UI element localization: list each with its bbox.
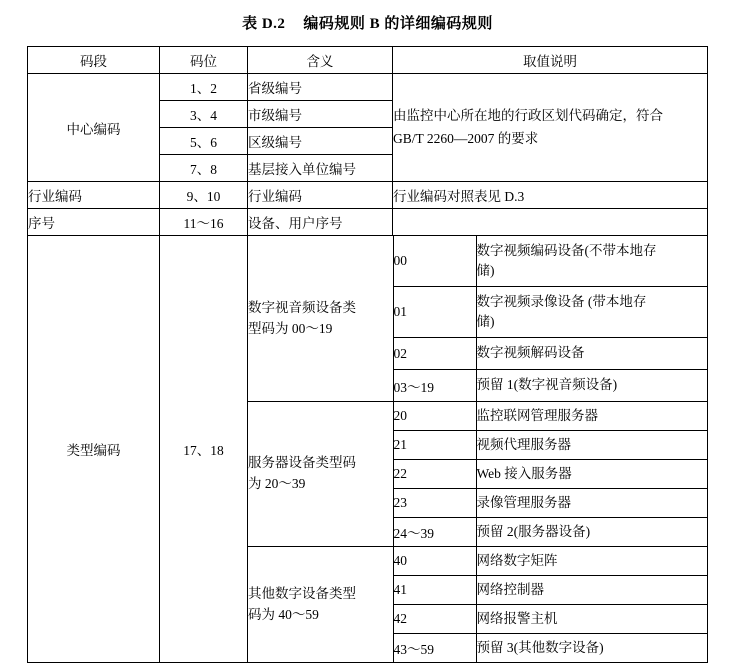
group-meaning-line-1: 数字视音频设备类 [248,299,356,315]
cell-description-industry-code: 行业编码对照表见 D.3 [393,182,708,209]
cell-text-42: 网络报警主机 [476,605,707,634]
cell-description-serial [393,209,708,236]
cell-meaning-grassroots: 基层接入单位编号 [248,155,393,182]
cell-code-23: 23 [393,489,476,518]
header-meaning: 含义 [248,47,393,74]
group-meaning-line-1: 服务器设备类型码 [248,455,356,471]
cell-meaning-city: 市级编号 [248,101,393,128]
cell-text-23: 录像管理服务器 [476,489,707,518]
cell-code-43-59: 43～59 [393,634,476,663]
description-line-1: 由监控中心所在地的行政区划代码确定，符合 [393,108,663,124]
text-line-2: 储) [476,314,495,329]
cell-position-grassroots: 7、8 [160,155,248,182]
cell-text-21: 视频代理服务器 [476,431,707,460]
type-code-detail-table [248,236,707,662]
group-meaning-line-2: 为 20～39 [248,476,306,491]
table-row [248,236,707,287]
table-caption-number: 表 D.2 [242,16,286,32]
table-row [28,236,708,663]
cell-group-meaning-other-device [248,547,393,663]
text-line-1: 数字视频编码设备(不带本地存 [476,242,657,258]
cell-text-22: Web 接入服务器 [476,460,707,489]
cell-code-42: 42 [393,605,476,634]
cell-code-21: 21 [393,431,476,460]
cell-meaning-province: 省级编号 [248,74,393,101]
cell-text-01 [476,287,707,338]
table-row [28,209,708,236]
cell-segment-serial: 序号 [28,209,160,236]
cell-code-20: 20 [393,402,476,431]
cell-code-24-39: 24～39 [393,518,476,547]
cell-text-43-59: 预留 3(其他数字设备) [476,634,707,663]
cell-position-city: 3、4 [160,101,248,128]
table-row [28,182,708,209]
cell-text-24-39: 预留 2(服务器设备) [476,518,707,547]
cell-segment-type-code: 类型编码 [28,236,160,663]
cell-code-40: 40 [393,547,476,576]
cell-segment-industry-code: 行业编码 [28,182,160,209]
group-meaning-line-1: 其他数字设备类型 [248,585,356,601]
table-row [248,402,707,431]
cell-text-40: 网络数字矩阵 [476,547,707,576]
encoding-rule-table [27,46,708,663]
cell-code-02: 02 [393,338,476,370]
header-value-description: 取值说明 [393,47,708,74]
cell-position-industry-code: 9、10 [160,182,248,209]
cell-meaning-serial: 设备、用户序号 [248,209,393,236]
cell-text-03-19: 预留 1(数字视音频设备) [476,370,707,402]
cell-meaning-district: 区级编号 [248,128,393,155]
cell-meaning-industry-code: 行业编码 [248,182,393,209]
table-caption-title: 编码规则 B 的详细编码规则 [303,16,493,32]
cell-code-01: 01 [393,287,476,338]
cell-text-20: 监控联网管理服务器 [476,402,707,431]
header-code-position: 码位 [160,47,248,74]
cell-position-type-code: 17、18 [160,236,248,663]
group-meaning-line-2: 型码为 00～19 [248,320,333,336]
cell-position-district: 5、6 [160,128,248,155]
cell-text-02: 数字视频解码设备 [476,338,707,370]
group-meaning-line-2: 码为 40～59 [248,606,319,622]
cell-code-00: 00 [393,236,476,287]
table-caption [0,12,735,33]
cell-type-code-detail [248,236,708,663]
cell-code-03-19: 03～19 [393,370,476,402]
cell-description-center-code [393,74,708,182]
text-line-2: 储) [476,263,495,278]
cell-position-serial: 11～16 [160,209,248,236]
cell-text-41: 网络控制器 [476,576,707,605]
document-page [0,12,735,660]
cell-position-province: 1、2 [160,74,248,101]
cell-segment-center-code: 中心编码 [28,74,160,182]
table-row [28,74,708,101]
table-row [248,547,707,576]
cell-group-meaning-server-device [248,402,393,547]
header-code-segment: 码段 [28,47,160,74]
table-header-row [28,47,708,74]
description-line-2: GB/T 2260—2007 的要求 [393,130,539,146]
cell-code-22: 22 [393,460,476,489]
cell-group-meaning-av-device [248,236,393,402]
cell-text-00 [476,236,707,287]
cell-code-41: 41 [393,576,476,605]
text-line-1: 数字视频录像设备 (带本地存 [476,293,647,309]
